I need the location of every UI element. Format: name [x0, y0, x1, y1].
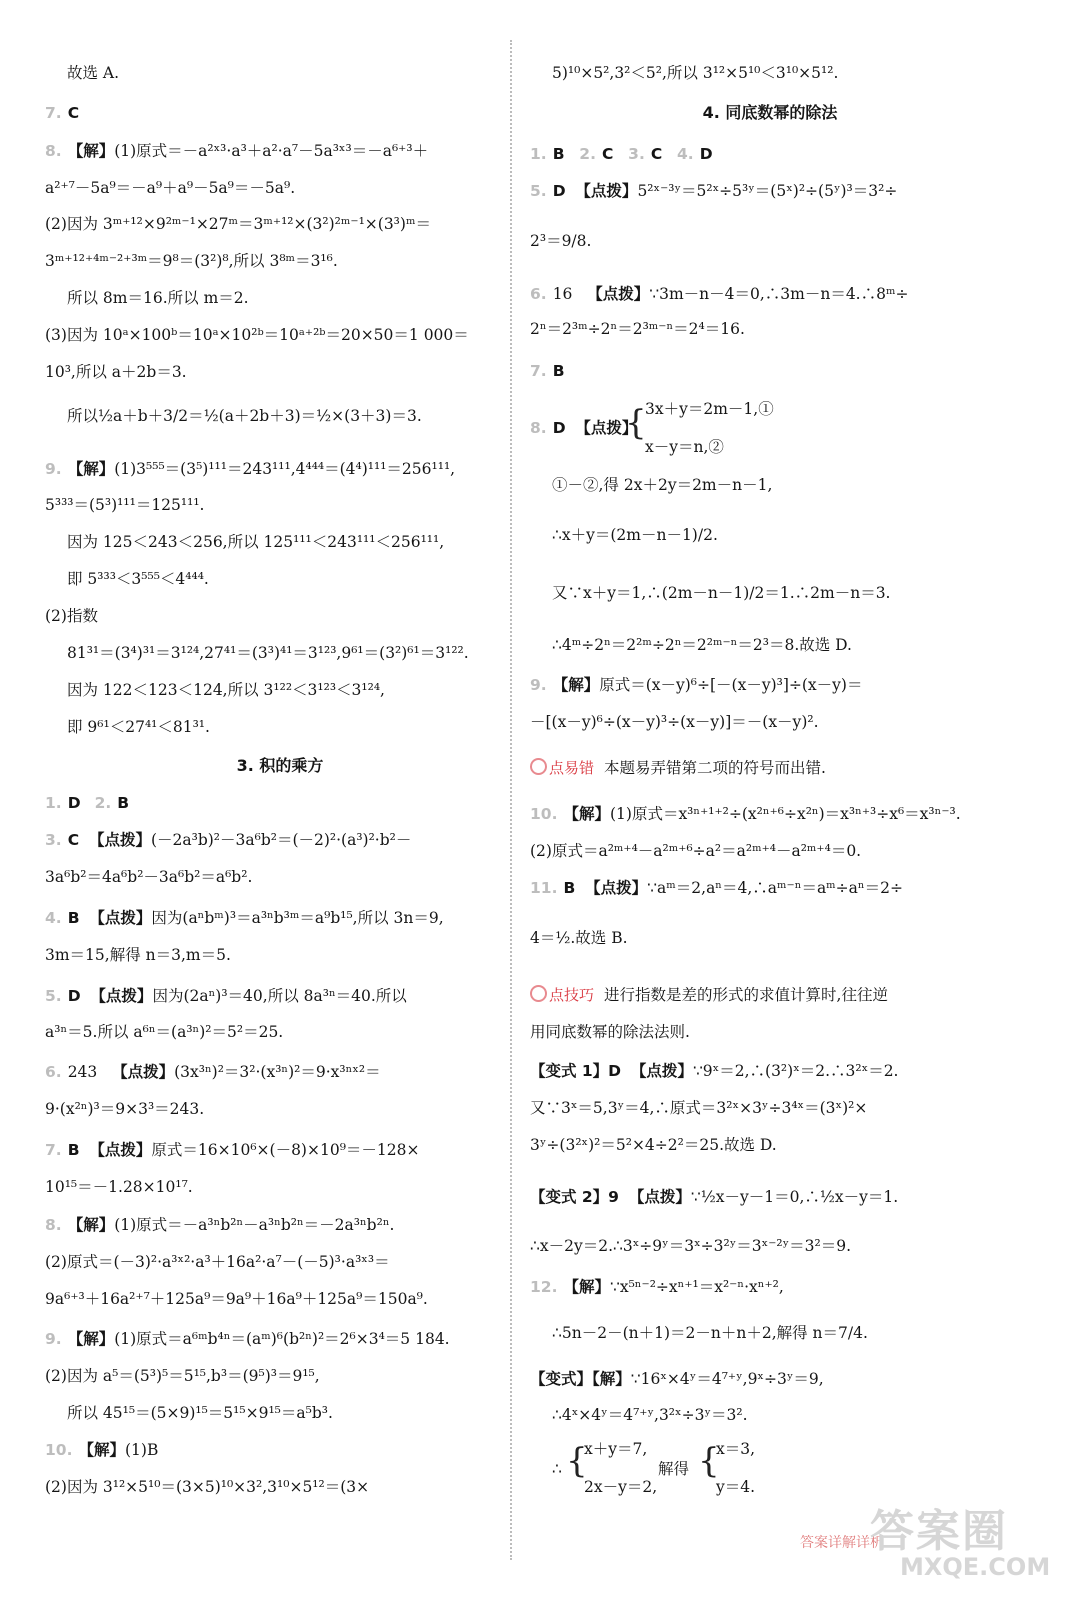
column-divider	[510, 40, 512, 1560]
text-line: (3)因为 10ᵃ×100ᵇ＝10ᵃ×10²ᵇ＝10ᵃ⁺²ᵇ＝20×50＝1 000＝	[45, 326, 469, 344]
footer-label: 答案详解详析	[800, 1535, 884, 1551]
answer-7: 7. B	[530, 362, 565, 380]
solution-8b: 8. 【解】(1)原式＝－a³ⁿb²ⁿ－a³ⁿb²ⁿ＝－2a³ⁿb²ⁿ.	[45, 1216, 395, 1234]
solution-8: 8. 【解】(1)原式＝－a²ˣ³·a³＋a²·a⁷－5a³ˣ³＝－a⁶⁺³＋	[45, 142, 429, 160]
solution-9: 9. 【解】(1)3⁵⁵⁵＝(3⁵)¹¹¹＝243¹¹¹,4⁴⁴⁴＝(4⁴)¹¹¹＝256¹¹¹,	[45, 460, 456, 478]
text-line: －[(x－y)⁶÷(x－y)³÷(x－y)]＝－(x－y)².	[530, 713, 819, 731]
answer-11: 11. B 【点拨】∵aᵐ＝2,aⁿ＝4,∴aᵐ⁻ⁿ＝aᵐ÷aⁿ＝2÷	[530, 879, 903, 897]
answer-6: 6. 16 【点拨】∵3m－n－4＝0,∴3m－n＝4.∴8ᵐ÷	[530, 285, 909, 303]
text-line: ∴x＋y＝(2m－n－1)/2.	[552, 526, 718, 544]
text-line: 因为 125＜243＜256,所以 125¹¹¹＜243¹¹¹＜256¹¹¹,	[67, 533, 445, 551]
text-line: 9a⁶⁺³＋16a²⁺⁷＋125a⁹＝9a⁹＋16a⁹＋125a⁹＝150a⁹.	[45, 1290, 428, 1308]
equation-line: x－y＝n,②	[645, 438, 724, 456]
text-line: 即 5³³³＜3⁵⁵⁵＜4⁴⁴⁴.	[67, 570, 209, 588]
text-line: (2)因为 a⁵＝(5³)⁵＝5¹⁵,b³＝(9⁵)³＝9¹⁵,	[45, 1367, 320, 1385]
answer-8: 8. D 【点拨】	[530, 419, 638, 437]
text-line: 10³,所以 a＋2b＝3.	[45, 363, 187, 381]
section-title: 3. 积的乘方	[236, 756, 324, 775]
watermark-logo: 答案圈 MXQE.COM	[870, 1506, 1051, 1581]
text-line: 又∵x＋y＝1,∴(2m－n－1)/2＝1.∴2m－n＝3.	[552, 584, 891, 602]
text-line: (2)原式＝(－3)²·a³ˣ²·a³＋16a²·a⁷－(－5)³·a³ˣ³＝	[45, 1253, 390, 1271]
text-line: (2)因为 3ᵐ⁺¹²×9²ᵐ⁻¹×27ᵐ＝3ᵐ⁺¹²×(3²)²ᵐ⁻¹×(3³)ᵐ＝	[45, 215, 431, 233]
text-line: ∴4ᵐ÷2ⁿ＝2²ᵐ÷2ⁿ＝2²ᵐ⁻ⁿ＝2³＝8.故选 D.	[552, 636, 852, 654]
text-line: 3m＝15,解得 n＝3,m＝5.	[45, 946, 231, 964]
text-line: 3ᵐ⁺¹²⁺⁴ᵐ⁻²⁺³ᵐ＝9⁸＝(3²)⁸,所以 3⁸ᵐ＝3¹⁶.	[45, 252, 338, 270]
solution-10: 10. 【解】(1)B	[45, 1441, 159, 1459]
variant-1: 【变式 1】D 【点拨】∵9ˣ＝2,∴(3²)ˣ＝2.∴3²ˣ＝2.	[530, 1062, 899, 1080]
tip-icon	[530, 758, 547, 775]
equation-line: 2x－y＝2,	[584, 1478, 658, 1496]
tip-error: 点易错 本题易弄错第二项的符号而出错.	[530, 757, 826, 779]
solution-9b: 9. 【解】(1)原式＝a⁶ᵐb⁴ⁿ＝(aᵐ)⁶(b²ⁿ)²＝2⁶×3⁴＝5 184.	[45, 1330, 450, 1348]
text-line: 所以½a＋b＋3/2＝½(a＋2b＋3)＝½×(3＋3)＝3.	[67, 407, 422, 425]
solution-9: 9. 【解】原式＝(x－y)⁶÷[－(x－y)³]÷(x－y)＝	[530, 676, 863, 694]
answer-7b: 7. B 【点拨】原式＝16×10⁶×(－8)×10⁹＝－128×	[45, 1141, 420, 1159]
answer-6: 6. 243 【点拨】(3x³ⁿ)²＝3²·(x³ⁿ)²＝9·x³ⁿˣ²＝	[45, 1063, 381, 1081]
text-line: 9·(x²ⁿ)³＝9×3³＝243.	[45, 1100, 205, 1118]
variant-2: 【变式 2】9 【点拨】∵½x－y－1＝0,∴½x－y＝1.	[530, 1188, 899, 1206]
text-line: 5)¹⁰×5²,3²＜5²,所以 3¹²×5¹⁰＜3¹⁰×5¹².	[552, 64, 839, 82]
text-line: (2)因为 3¹²×5¹⁰＝(3×5)¹⁰×3²,3¹⁰×5¹²＝(3×	[45, 1478, 370, 1496]
text-line: 5³³³＝(5³)¹¹¹＝125¹¹¹.	[45, 496, 205, 514]
variant-3: 【变式】【解】∵16ˣ×4ʸ＝4⁷⁺ʸ,9ˣ÷3ʸ＝9,	[530, 1370, 824, 1388]
text-line: 所以 8m＝16.所以 m＝2.	[67, 289, 249, 307]
text-line: ∴5n－2－(n＋1)＝2－n＋n＋2,解得 n＝7/4.	[552, 1324, 868, 1342]
text-line: 4＝½.故选 B.	[530, 929, 628, 947]
text-line: 10¹⁵＝－1.28×10¹⁷.	[45, 1178, 193, 1196]
brace-icon: {	[566, 1441, 588, 1481]
section-title: 4. 同底数幂的除法	[702, 103, 838, 122]
solution-10: 10. 【解】(1)原式＝x³ⁿ⁺¹⁺²÷(x²ⁿ⁺⁶÷x²ⁿ)＝x³ⁿ⁺³÷x⁶＝x³ⁿ⁻³.	[530, 805, 961, 823]
brace-icon: {	[698, 1441, 720, 1481]
equation-line: x＝3,	[716, 1440, 756, 1458]
brace-icon: {	[625, 403, 647, 443]
text-line: ①－②,得 2x＋2y＝2m－n－1,	[552, 476, 773, 494]
equation-line: x＋y＝7,	[584, 1440, 648, 1458]
text-line: 2ⁿ＝2³ᵐ÷2ⁿ＝2³ᵐ⁻ⁿ＝2⁴＝16.	[530, 320, 745, 338]
text-line: 即 9⁶¹＜27⁴¹＜81³¹.	[67, 718, 210, 736]
text-line: 故选 A.	[67, 64, 120, 82]
solution-12: 12. 【解】∵x⁵ⁿ⁻²÷xⁿ⁺¹＝x²⁻ⁿ·xⁿ⁺²,	[530, 1278, 784, 1296]
text-line: a²⁺⁷－5a⁹＝－a⁹＋a⁹－5a⁹＝－5a⁹.	[45, 179, 296, 197]
answer-5: 5. D 【点拨】因为(2aⁿ)³＝40,所以 8a³ⁿ＝40.所以	[45, 987, 407, 1005]
tip-skill: 点技巧 进行指数是差的形式的求值计算时,往往逆	[530, 984, 888, 1006]
answer-3: 3. C 【点拨】(－2a³b)²－3a⁶b²＝(－2)²·(a³)²·b²－	[45, 831, 412, 849]
text-line: 所以 45¹⁵＝(5×9)¹⁵＝5¹⁵×9¹⁵＝a⁵b³.	[67, 1404, 333, 1422]
answer-5: 5. D 【点拨】5²ˣ⁻³ʸ＝5²ˣ÷5³ʸ＝(5ˣ)²÷(5ʸ)³＝3²÷	[530, 182, 898, 200]
answers-1-4: 1. B 2. C 3. C 4. D	[530, 145, 713, 163]
text-line: 81³¹＝(3⁴)³¹＝3¹²⁴,27⁴¹＝(3³)⁴¹＝3¹²³,9⁶¹＝(3²)⁶¹＝3¹²².	[67, 644, 469, 662]
text-line: ∴x－2y＝2.∴3ˣ÷9ʸ＝3ˣ÷3²ʸ＝3ˣ⁻²ʸ＝3²＝9.	[530, 1237, 852, 1255]
equation-line: 3x＋y＝2m－1,①	[645, 400, 774, 418]
text-line: ∴4ˣ×4ʸ＝4⁷⁺ʸ,3²ˣ÷3ʸ＝3².	[552, 1406, 748, 1424]
answer-4: 4. B 【点拨】因为(aⁿbᵐ)³＝a³ⁿb³ᵐ＝a⁹b¹⁵,所以 3n＝9,	[45, 909, 444, 927]
text-line: (2)原式＝a²ᵐ⁺⁴－a²ᵐ⁺⁶÷a²＝a²ᵐ⁺⁴－a²ᵐ⁺⁴＝0.	[530, 842, 862, 860]
text-line: a³ⁿ＝5.所以 a⁶ⁿ＝(a³ⁿ)²＝5²＝25.	[45, 1023, 284, 1041]
text-line: 因为 122＜123＜124,所以 3¹²²＜3¹²³＜3¹²⁴,	[67, 681, 385, 699]
equation-line: y＝4.	[716, 1478, 756, 1496]
text-line: 3a⁶b²＝4a⁶b²－3a⁶b²＝a⁶b².	[45, 868, 253, 886]
therefore-icon: ∴	[552, 1460, 562, 1478]
text-line: 解得	[658, 1460, 690, 1478]
answer-7: 7. C	[45, 104, 80, 122]
tip-icon	[530, 985, 547, 1002]
text-line: 用同底数幂的除法法则.	[530, 1023, 690, 1041]
text-line: 2³＝9/8.	[530, 232, 592, 250]
text-line: 又∵3ˣ＝5,3ʸ＝4,∴原式＝3²ˣ×3ʸ÷3⁴ˣ＝(3ˣ)²×	[530, 1099, 868, 1117]
answers-1-2: 1. D 2. B	[45, 794, 130, 812]
text-line: (2)指数	[45, 607, 98, 625]
text-line: 3ʸ÷(3²ˣ)²＝5²×4÷2²＝25.故选 D.	[530, 1136, 777, 1154]
